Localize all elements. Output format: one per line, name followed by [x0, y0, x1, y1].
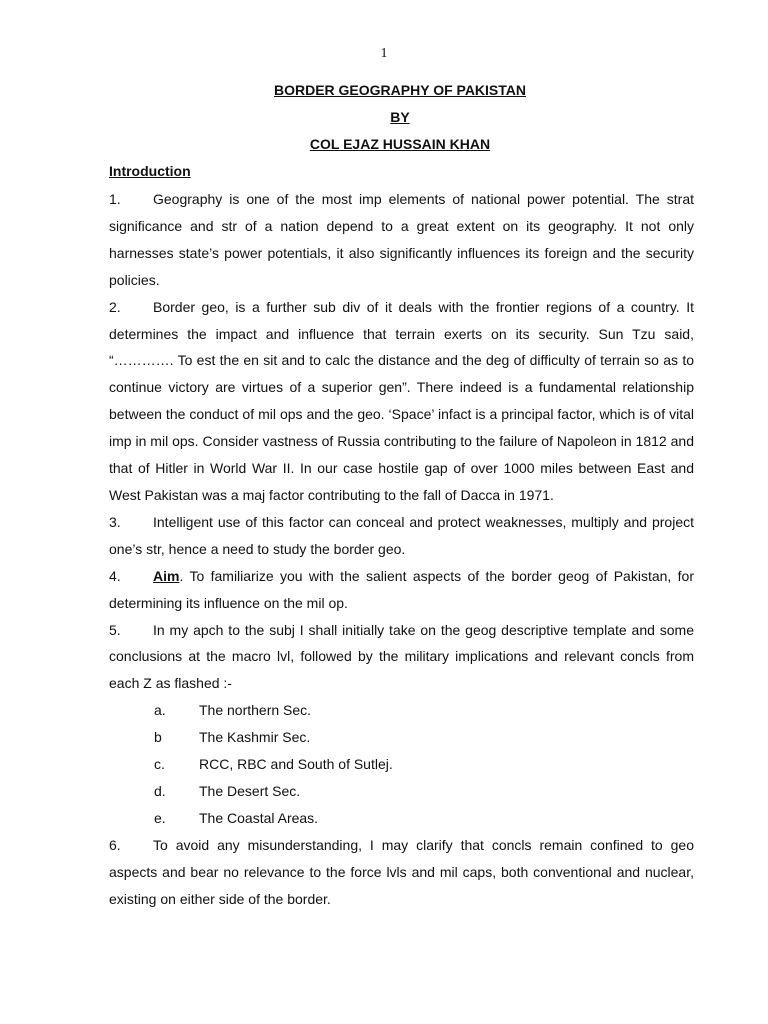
paragraph-number: 5.: [109, 621, 121, 638]
paragraph-3: [109, 509, 694, 563]
page-number: 1: [380, 46, 388, 61]
paragraph-6: [109, 832, 694, 913]
paragraph-number: 1.: [109, 191, 121, 207]
paragraph-text: Intelligent use of this factor can conceal and protect weaknesses, multiply and project one’s str, hence a need to study the border geo.: [109, 513, 694, 557]
list-item-sector: [109, 805, 694, 832]
author-name: COL EJAZ HUSSAIN KHAN: [309, 136, 491, 152]
paragraph-2: [109, 294, 694, 509]
list-item-text: The Desert Sec.: [199, 782, 301, 799]
list-item-text: RCC, RBC and South of Sutlej.: [199, 756, 393, 773]
paragraph-text: Border geo, is a further sub div of it deals with the frontier regions of a country. It determines the impact and influence that terrain exerts on its security. Sun Tzu said, “…………. To est the en sit and to calc the distance and the deg of difficulty of terrain so as to continue victory are virtues of a superior gen”. There indeed is a fundamental relationship between the conduct of mil ops and the geo. ‘Space’ infact is a principal factor, which is of vital imp in mil ops. Consider vastness of Russia contributing to the failure of Napoleon in 1812 and that of Hitler in World War II. In our case hostile gap of over 1000 miles between East and West Pakistan was a maj factor contributing to the fall of Dacca in 1971.: [109, 298, 694, 503]
paragraph-number: 2.: [109, 298, 121, 315]
byline-by: BY: [390, 109, 410, 125]
list-item-sector: [109, 697, 694, 724]
paragraph-1: [109, 186, 694, 294]
list-item-sector: [109, 724, 694, 751]
paragraph-text: . To familiarize you with the salient aspects of the border geog of Pakistan, for determining its influence on the mil op.: [109, 567, 694, 611]
list-item-letter: a.: [154, 702, 166, 719]
paragraph-text: To avoid any misunderstanding, I may clarify that concls remain confined to geo aspects and bear no relevance to the force lvls and mil caps, both conventional and nuclear, existing on either side of the border.: [109, 836, 694, 907]
list-item-letter: d.: [154, 782, 166, 799]
paragraph-text: In my apch to the subj I shall initially take on the geog descriptive template and some conclusions at the macro lvl, followed by the military implications and relevant concls from each Z as flashed :-: [109, 621, 694, 692]
document-title: BORDER GEOGRAPHY OF PAKISTAN: [273, 82, 527, 98]
paragraph-4: [109, 563, 694, 617]
paragraph-text: Geography is one of the most imp elements of national power potential. The strat significance and str of a nation depend to a great extent on its geography. It not only harnesses state’s power potentials, it also significantly influences its foreign and the security policies.: [109, 191, 694, 288]
paragraph-number: 6.: [109, 836, 121, 853]
list-item-sector: [109, 751, 694, 778]
paragraph-number: 3.: [109, 513, 121, 530]
aim-label: Aim: [153, 567, 180, 584]
section-heading-introduction: Introduction: [109, 163, 191, 179]
paragraph-5: [109, 617, 694, 698]
paragraph-number: 4.: [109, 567, 121, 584]
list-item-text: The Coastal Areas.: [199, 809, 319, 826]
document-body: [109, 186, 694, 912]
list-item-letter: e.: [154, 809, 166, 826]
list-item-text: The northern Sec.: [199, 702, 312, 719]
list-item-sector: [109, 778, 694, 805]
list-item-letter: b: [154, 729, 162, 746]
list-item-text: The Kashmir Sec.: [199, 729, 311, 746]
list-item-letter: c.: [154, 756, 165, 773]
